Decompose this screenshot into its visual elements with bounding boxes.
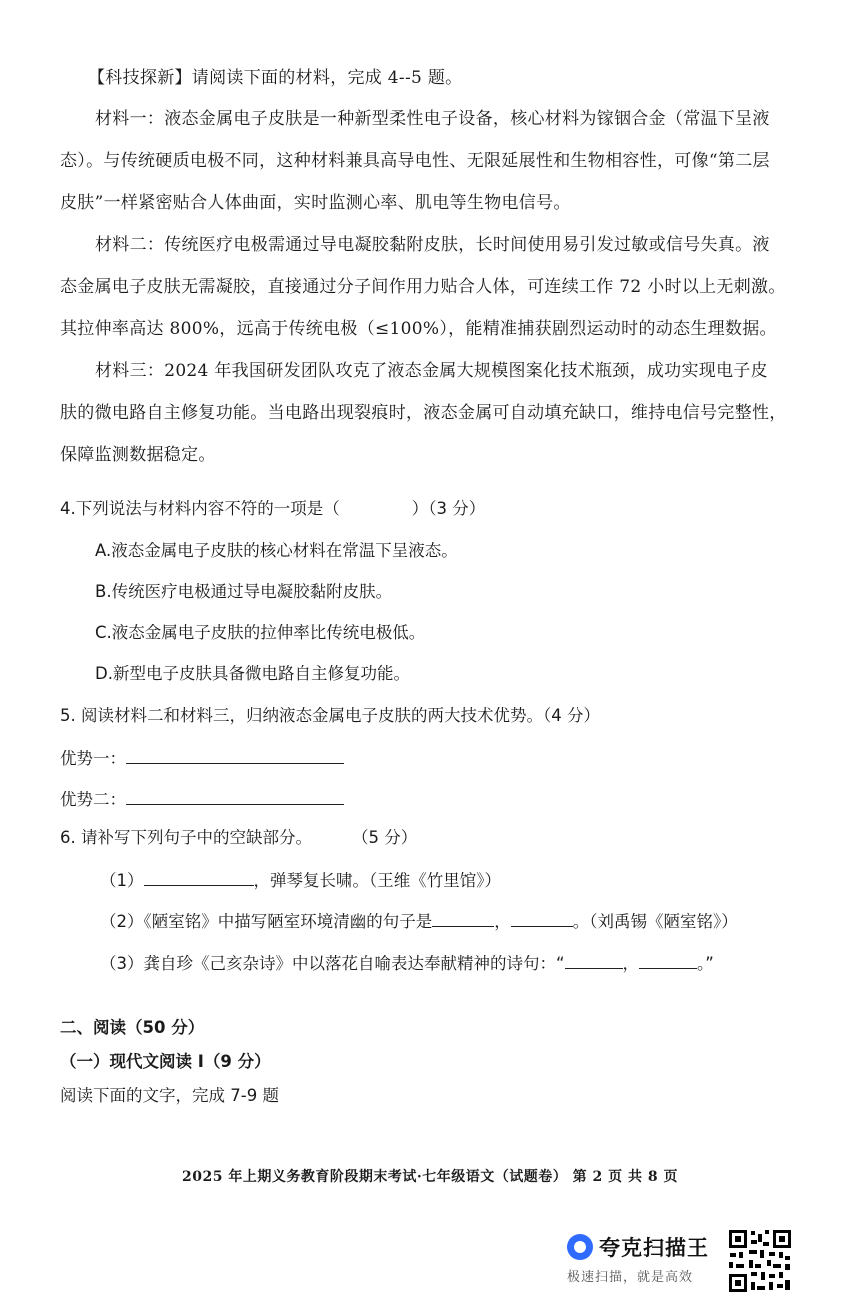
watermark-slogan: 极速扫描，就是高效 <box>567 1270 694 1285</box>
q6-s1-number: （1） <box>100 871 144 890</box>
q5-adv1-blank[interactable] <box>126 745 344 764</box>
material-intro: 【科技探新】请阅读下面的材料，完成 4--5 题。 <box>88 68 463 88</box>
scanner-watermark <box>567 1232 717 1285</box>
q4-option-d: D.新型电子皮肤具备微电路自主修复功能。 <box>95 664 410 683</box>
q6-stem-text: 6. 请补写下列句子中的空缺部分。 <box>60 828 312 847</box>
q6-s2-comma: ， <box>494 912 511 931</box>
q4-option-b: B.传统医疗电极通过导电凝胶黏附皮肤。 <box>95 582 393 601</box>
q5-adv2-label: 优势二： <box>60 790 126 809</box>
q6-s2-blank-2[interactable] <box>511 908 573 927</box>
q6-s1-blank[interactable] <box>144 867 254 886</box>
material2-line1: 材料二：传统医疗电极需通过导电凝胶黏附皮肤，长时间使用易引发过敏或信号失真。液 <box>95 235 770 255</box>
qr-code-icon <box>727 1228 793 1294</box>
q6-sentence-3 <box>100 950 714 976</box>
page-footer: 2025 年上期义务教育阶段期末考试·七年级语文（试题卷） 第 2 页 共 8 页 <box>182 1169 678 1185</box>
q6-s2-text: （2）《陋室铭》中描写陋室环境清幽的句子是 <box>100 912 433 931</box>
material2-line3: 其拉伸率高达 800%，远高于传统电极（≤100%），能精准捕获剧烈运动时的动态生理数据。 <box>60 319 777 339</box>
q4-option-a: A.液态金属电子皮肤的核心材料在常温下呈液态。 <box>95 541 458 560</box>
q6-sentence-1 <box>100 867 501 893</box>
material3-line2: 肤的微电路自主修复功能。当电路出现裂痕时，液态金属可自动填充缺口，维持电信号完整性， <box>60 403 787 423</box>
q6-s1-text: ，弹琴复长啸。（王维《竹里馆》） <box>253 871 501 890</box>
q4-option-c: C.液态金属电子皮肤的拉伸率比传统电极低。 <box>95 623 426 642</box>
q6-s3-blank-2[interactable] <box>639 950 697 969</box>
material3-line3: 保障监测数据稳定。 <box>60 445 216 465</box>
q4-stem-text: 4.下列说法与材料内容不符的一项是（ <box>60 499 340 518</box>
q6-score: （5 分） <box>352 828 418 847</box>
q6-s3-blank-1[interactable] <box>565 950 623 969</box>
q5-advantage-2 <box>60 786 344 812</box>
q5-advantage-1 <box>60 745 344 771</box>
q6-s3-text: （3）龚自珍《己亥杂诗》中以落花自喻表达奉献精神的诗句：“ <box>100 954 565 973</box>
q6-s2-blank-1[interactable] <box>432 908 494 927</box>
q6-s3-end: 。” <box>697 954 714 973</box>
material2-line2: 态金属电子皮肤无需凝胶，直接通过分子间作用力贴合人体，可连续工作 72 小时以上无刺激。 <box>60 277 786 297</box>
q6-sentence-2 <box>100 908 738 934</box>
q5-adv1-label: 优势一： <box>60 749 126 768</box>
material1-line2: 态）。与传统硬质电极不同，这种材料兼具高导电性、无限延展性和生物相容性，可像“第二层 <box>60 151 770 171</box>
section2-subtitle: （一）现代文阅读 I（9 分） <box>60 1052 271 1071</box>
q6-s3-comma: ， <box>622 954 640 973</box>
material3-line1: 材料三：2024 年我国研发团队攻克了液态金属大规模图案化技术瓶颈，成功实现电子皮 <box>95 361 768 381</box>
q6-stem <box>60 826 417 850</box>
watermark-name: 夸克扫描王 <box>599 1236 709 1260</box>
q6-s2-source: 。（刘禹锡《陋室铭》） <box>572 912 738 931</box>
q5-stem: 5. 阅读材料二和材料三，归纳液态金属电子皮肤的两大技术优势。（4 分） <box>60 706 600 725</box>
quark-logo-icon <box>567 1234 593 1260</box>
q5-adv2-blank[interactable] <box>126 786 344 805</box>
section2-instruction: 阅读下面的文字，完成 7-9 题 <box>60 1086 279 1105</box>
material1-line1: 材料一：液态金属电子皮肤是一种新型柔性电子设备，核心材料为镓铟合金（常温下呈液 <box>95 109 770 129</box>
q4-score: ）（3 分） <box>411 499 486 518</box>
section2-title: 二、阅读（50 分） <box>60 1018 205 1037</box>
q4-stem <box>60 497 485 521</box>
material1-line3: 皮肤”一样紧密贴合人体曲面，实时监测心率、肌电等生物电信号。 <box>60 193 571 213</box>
